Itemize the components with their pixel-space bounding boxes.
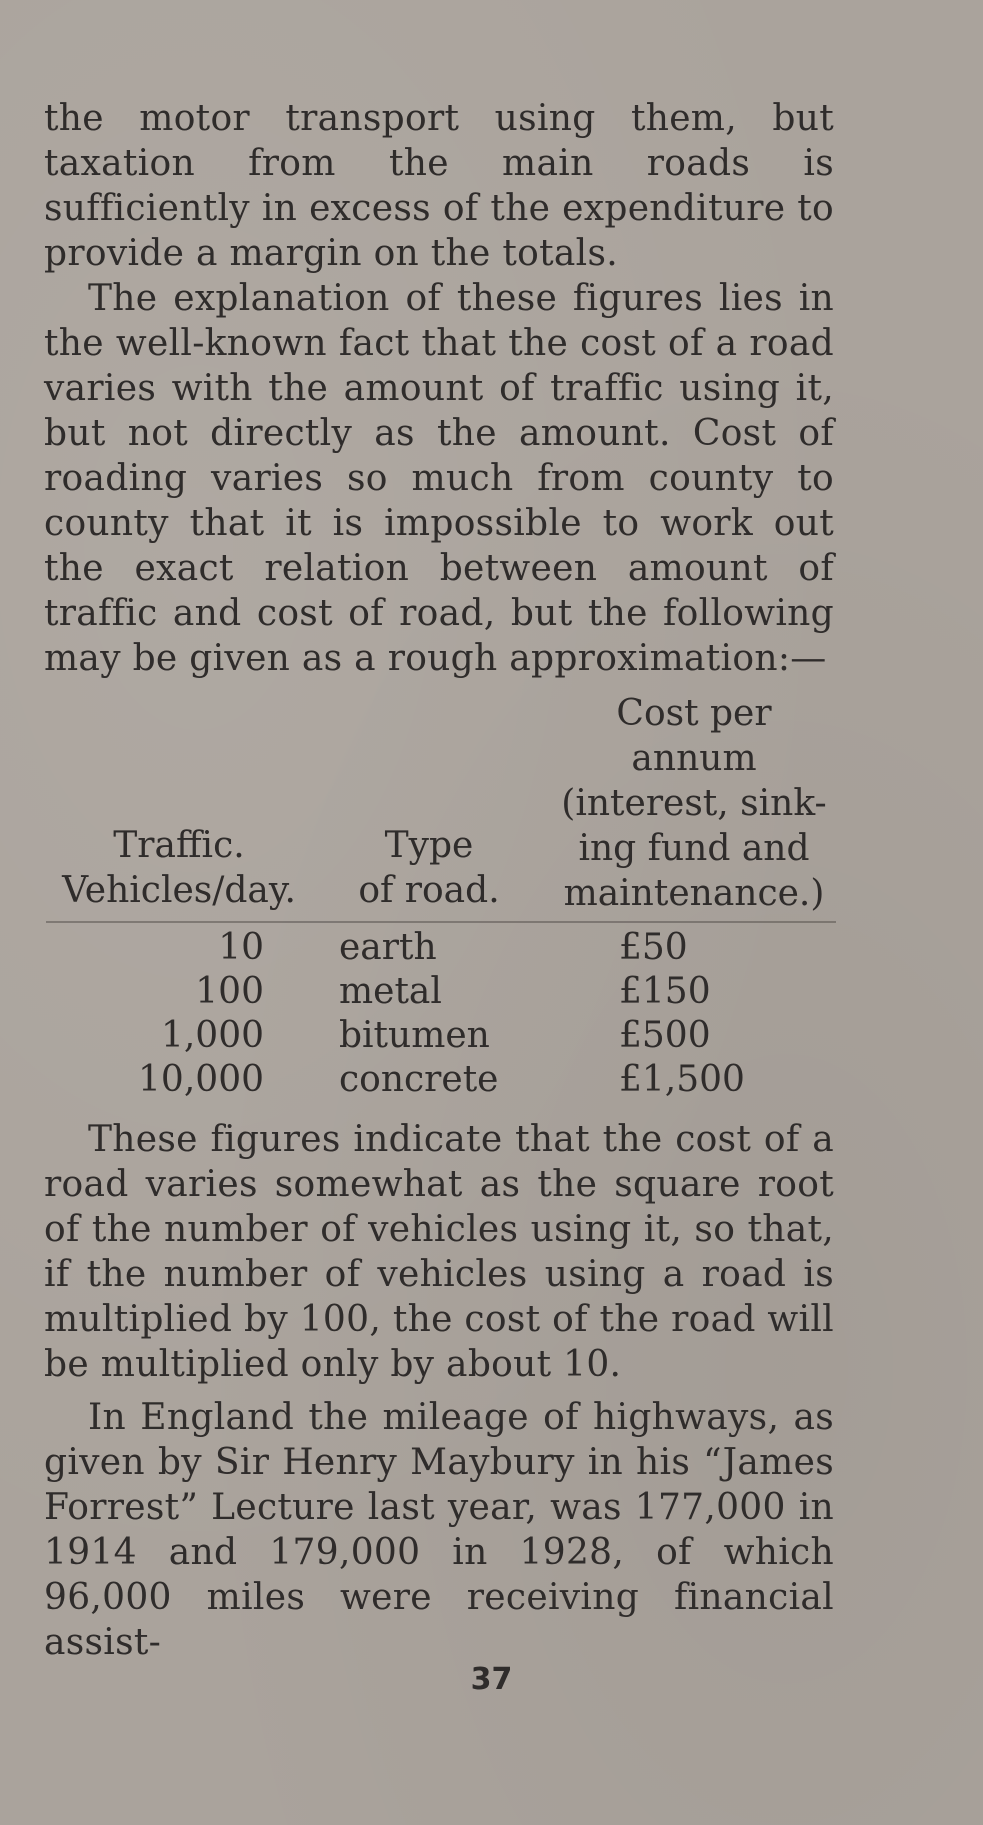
table-rows <box>44 926 834 1102</box>
table-row <box>44 1058 834 1102</box>
cost-cell: £50 <box>619 927 688 968</box>
header-cost-line-1: Cost per <box>616 693 772 734</box>
page-body <box>44 96 834 1665</box>
cost-table <box>44 691 834 1111</box>
cost-cell: £1,500 <box>619 1059 745 1100</box>
road-type-cell: concrete <box>339 1059 499 1100</box>
header-cost-line-3: (interest, sink- <box>561 783 827 824</box>
table-row <box>44 970 834 1014</box>
header-cost-line-4: ing fund and <box>578 828 810 869</box>
header-rule <box>46 921 836 923</box>
header-type <box>334 823 524 913</box>
header-cost-line-2: annum <box>631 738 757 779</box>
header-traffic-line-1: Traffic. <box>113 825 245 866</box>
paragraph-1: the motor transport using them, but taxation from the main roads is sufficiently in excess of the expenditure to provide a margin on the totals. <box>44 98 834 274</box>
traffic-cell: 1,000 <box>160 1015 264 1056</box>
traffic-cell: 10 <box>218 927 264 968</box>
header-cost <box>549 691 839 916</box>
road-type-cell: bitumen <box>339 1015 490 1056</box>
header-type-line-1: Type <box>384 825 474 866</box>
paragraph-4: In England the mileage of highways, as given by Sir Henry Maybury in his “James Forrest” Lecture last year, was 177,000 in 1914 and 179,000 in 1928, of which 96,000 miles were receiving financial assist- <box>44 1397 834 1663</box>
header-traffic <box>44 823 314 913</box>
traffic-cell: 10,000 <box>138 1059 264 1100</box>
road-type-cell: earth <box>339 927 437 968</box>
paragraph-3: These figures indicate that the cost of a road varies somewhat as the square root of the number of vehicles using it, so that, if the number of vehicles using a road is multiplied by 100, the cost of the road will be multiplied only by about 10. <box>44 1119 834 1385</box>
header-type-line-2: of road. <box>358 870 500 911</box>
cost-cell: £150 <box>619 971 711 1012</box>
traffic-cell: 100 <box>195 971 264 1012</box>
header-traffic-line-2: Vehicles/day. <box>62 870 296 911</box>
header-cost-line-5: maintenance.) <box>563 873 825 914</box>
paragraph-2: The explanation of these figures lies in the well-known fact that the cost of a road varies with the amount of traffic using it, but not directly as the amount. Cost of roading varies so much from county to county that it is impossible to work out the exact relation between amount of traffic and cost of road, but the following may be given as a rough approximation:— <box>44 278 834 679</box>
road-type-cell: metal <box>339 971 442 1012</box>
cost-cell: £500 <box>619 1015 711 1056</box>
table-row <box>44 1014 834 1058</box>
page-number: 37 <box>470 1662 513 1697</box>
table-row <box>44 926 834 970</box>
